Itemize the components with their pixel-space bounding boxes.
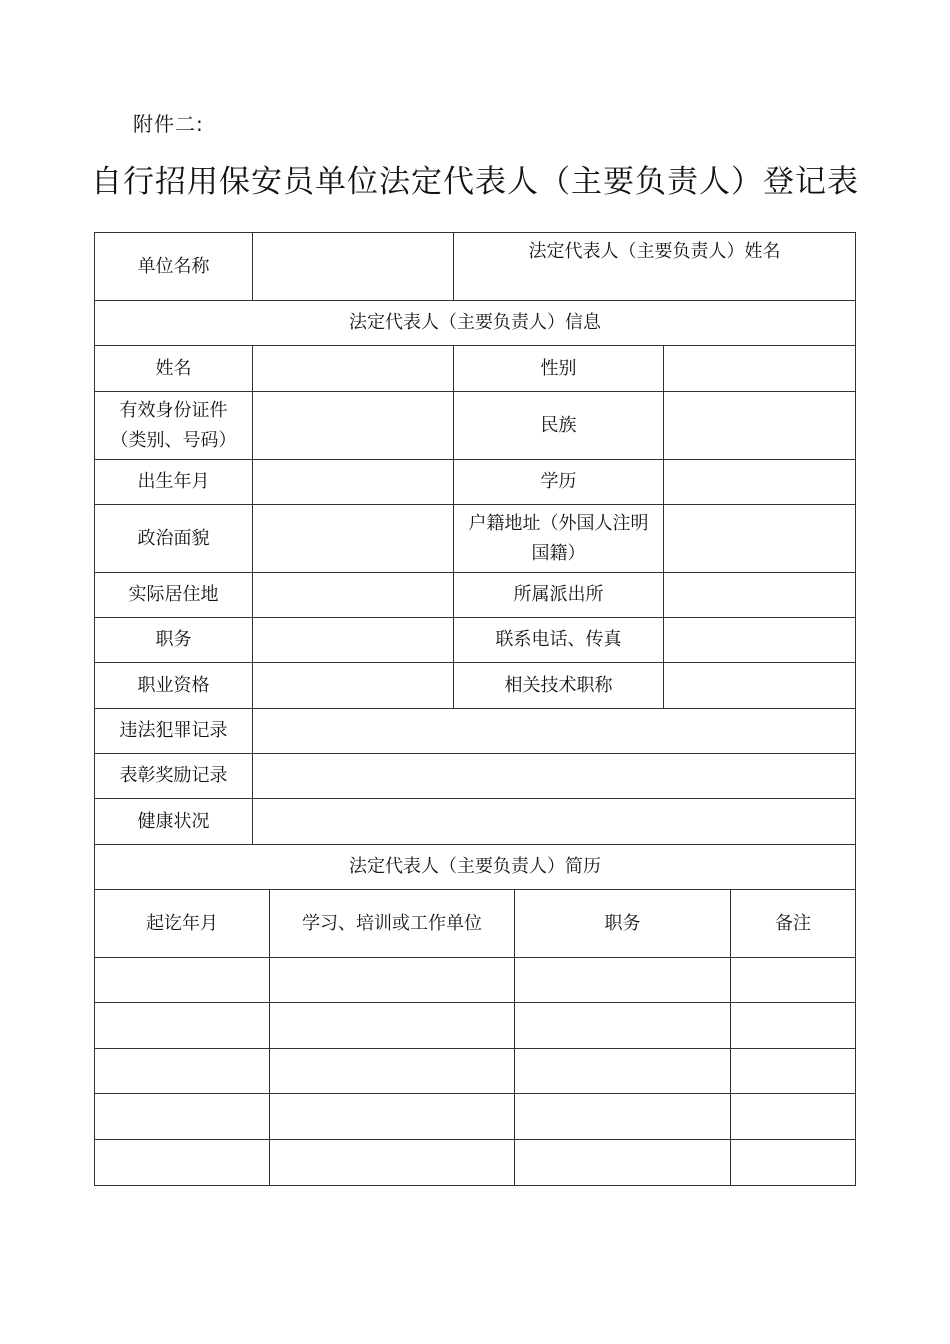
- unit-name-label: 单位名称: [94, 232, 253, 301]
- id-document-input[interactable]: [252, 391, 454, 460]
- resume-cell[interactable]: [514, 1048, 731, 1094]
- tech-title-label: 相关技术职称: [453, 662, 664, 709]
- resume-cell[interactable]: [269, 957, 515, 1003]
- gender-label: 性别: [453, 345, 664, 392]
- resume-cell[interactable]: [730, 1002, 856, 1049]
- education-input[interactable]: [663, 459, 856, 505]
- resume-cell[interactable]: [94, 1048, 270, 1094]
- info-section-header: 法定代表人（主要负责人）信息: [94, 300, 856, 346]
- police-station-input[interactable]: [663, 572, 856, 618]
- resume-cell[interactable]: [269, 1048, 515, 1094]
- resume-cell[interactable]: [94, 1093, 270, 1140]
- resume-cell[interactable]: [514, 1093, 731, 1140]
- qualification-input[interactable]: [252, 662, 454, 709]
- awards-label: 表彰奖励记录: [94, 753, 253, 799]
- residence-input[interactable]: [252, 572, 454, 618]
- health-input[interactable]: [252, 798, 856, 845]
- resume-cell[interactable]: [269, 1002, 515, 1049]
- name-input[interactable]: [252, 345, 454, 392]
- registration-form-table: [94, 232, 856, 1186]
- legal-rep-name-field[interactable]: [453, 232, 856, 301]
- resume-cell[interactable]: [514, 1002, 731, 1049]
- attachment-label: 附件二:: [133, 112, 204, 136]
- resume-cell[interactable]: [730, 1093, 856, 1140]
- police-station-label: 所属派出所: [453, 572, 664, 618]
- position-input[interactable]: [252, 617, 454, 663]
- awards-input[interactable]: [252, 753, 856, 799]
- legal-rep-name-label: 法定代表人（主要负责人）姓名: [528, 241, 781, 262]
- unit-name-input[interactable]: [252, 232, 454, 301]
- resume-header-position: 职务: [514, 889, 731, 958]
- health-label: 健康状况: [94, 798, 253, 845]
- form-title: 自行招用保安员单位法定代表人（主要负责人）登记表: [91, 164, 859, 200]
- political-status-label: 政治面貌: [94, 504, 253, 573]
- resume-cell[interactable]: [94, 1139, 270, 1186]
- resume-section-header: 法定代表人（主要负责人）简历: [94, 844, 856, 890]
- resume-cell[interactable]: [94, 957, 270, 1003]
- id-document-label: 有效身份证件 （类别、号码）: [94, 391, 253, 460]
- resume-cell[interactable]: [514, 957, 731, 1003]
- birth-date-input[interactable]: [252, 459, 454, 505]
- ethnicity-input[interactable]: [663, 391, 856, 460]
- birth-date-label: 出生年月: [94, 459, 253, 505]
- resume-cell[interactable]: [514, 1139, 731, 1186]
- education-label: 学历: [453, 459, 664, 505]
- household-address-label: 户籍地址（外国人注明 国籍）: [453, 504, 664, 573]
- resume-cell[interactable]: [269, 1093, 515, 1140]
- contact-label: 联系电话、传真: [453, 617, 664, 663]
- criminal-record-input[interactable]: [252, 708, 856, 754]
- residence-label: 实际居住地: [94, 572, 253, 618]
- resume-cell[interactable]: [94, 1002, 270, 1049]
- contact-input[interactable]: [663, 617, 856, 663]
- tech-title-input[interactable]: [663, 662, 856, 709]
- resume-cell[interactable]: [730, 1048, 856, 1094]
- criminal-record-label: 违法犯罪记录: [94, 708, 253, 754]
- gender-input[interactable]: [663, 345, 856, 392]
- political-status-input[interactable]: [252, 504, 454, 573]
- resume-header-remarks: 备注: [730, 889, 856, 958]
- qualification-label: 职业资格: [94, 662, 253, 709]
- ethnicity-label: 民族: [453, 391, 664, 460]
- resume-cell[interactable]: [269, 1139, 515, 1186]
- resume-cell[interactable]: [730, 1139, 856, 1186]
- resume-header-period: 起讫年月: [94, 889, 270, 958]
- resume-cell[interactable]: [730, 957, 856, 1003]
- household-address-input[interactable]: [663, 504, 856, 573]
- name-label: 姓名: [94, 345, 253, 392]
- resume-header-organization: 学习、培训或工作单位: [269, 889, 515, 958]
- position-label: 职务: [94, 617, 253, 663]
